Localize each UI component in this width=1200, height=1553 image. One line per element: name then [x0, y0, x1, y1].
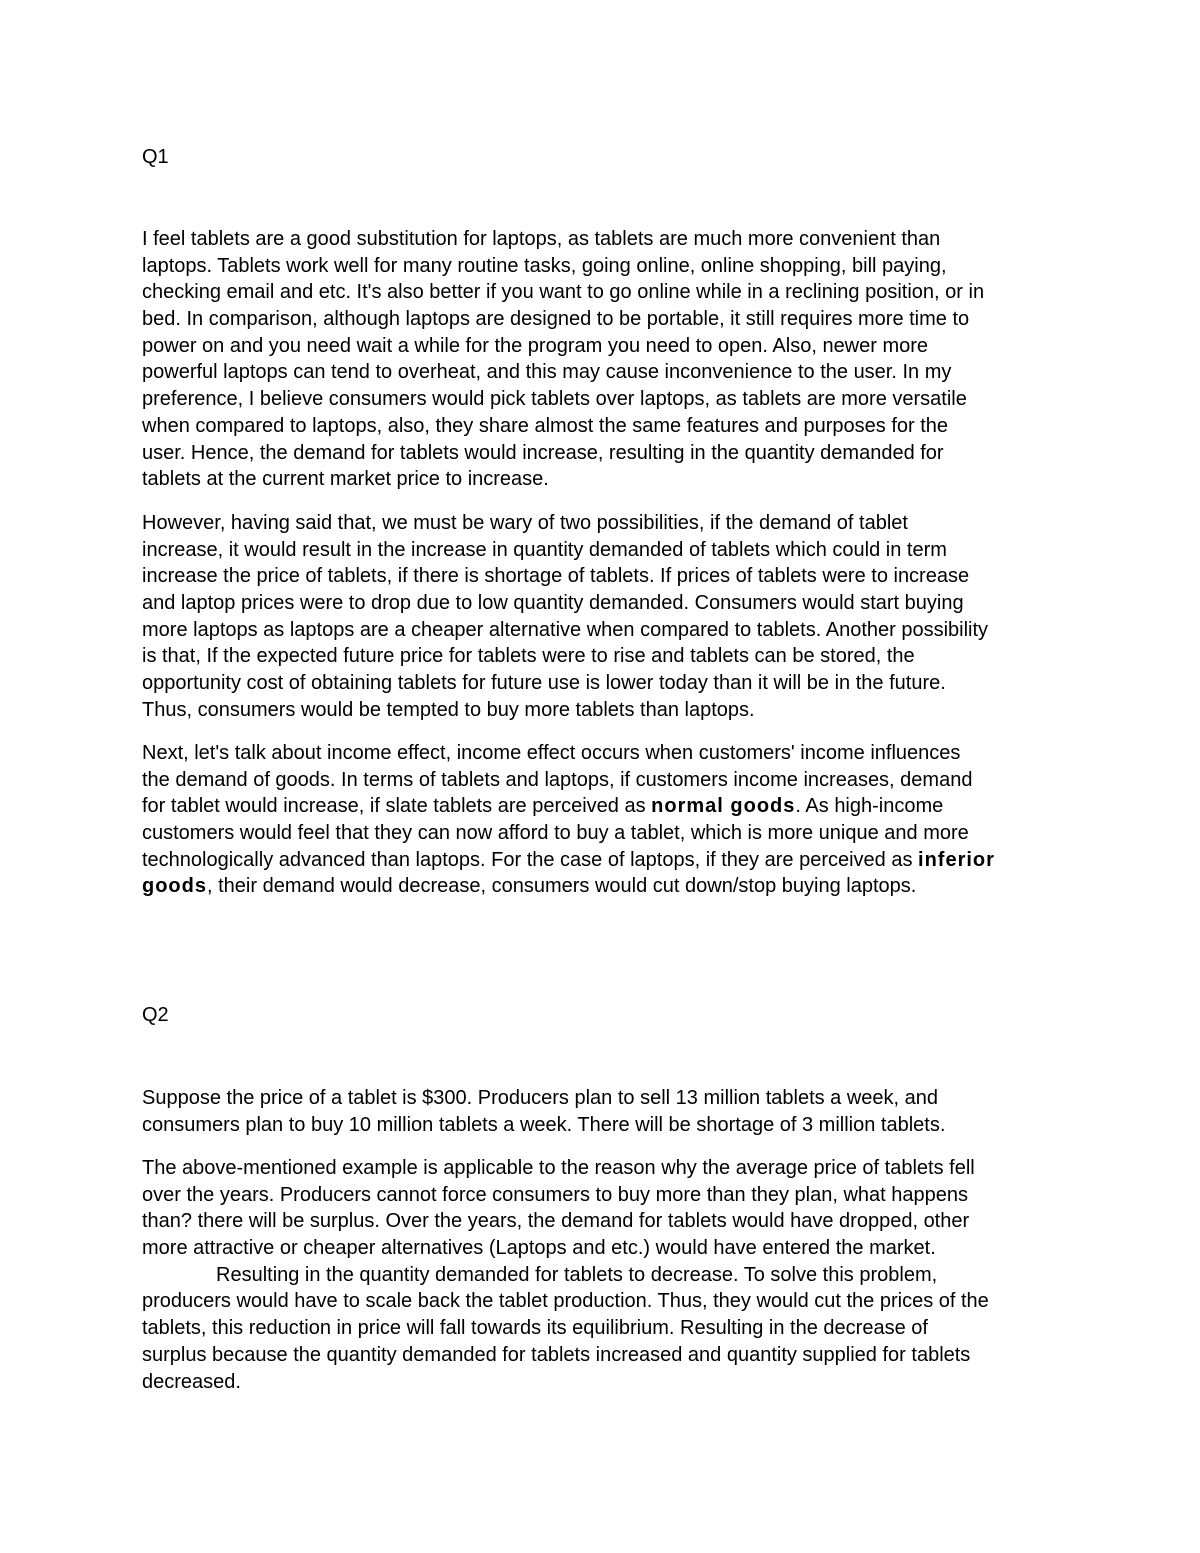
text-line [142, 873, 1060, 900]
text-line: user. Hence, the demand for tablets would increase, resulting in the quantity demanded for [142, 441, 944, 464]
text-line: bed. In comparison, although laptops are designed to be portable, it still requires more time to [142, 308, 970, 331]
q2-paragraph-2 [142, 1155, 1060, 1395]
text-line: checking email and etc. It's also better if you want to go online while in a reclining position, or in [142, 281, 985, 304]
q2-heading: Q2 [142, 1004, 169, 1026]
text-line: Suppose the price of a tablet is $300. Producers plan to sell 13 million tablets a week, and [142, 1087, 939, 1109]
text-line: the demand of goods. In terms of tablets and laptops, if customers income increases, demand [142, 768, 973, 791]
text-line: opportunity cost of obtaining tablets for future use is lower today than it will be in the future. [142, 672, 946, 695]
text-line: increase, it would result in the increase in quantity demanded of tablets which could in term [142, 538, 947, 561]
text-line: and laptop prices were to drop due to low quantity demanded. Consumers would start buying [142, 592, 964, 615]
text-line: Next, let's talk about income effect, income effect occurs when customers' income influences [142, 742, 961, 764]
q1-paragraph-3 [142, 740, 1060, 900]
text-line: powerful laptops can tend to overheat, and this may cause inconvenience to the user. In my [142, 361, 952, 384]
bold-term-inferior: inferior [918, 848, 995, 871]
text-line: I feel tablets are a good substitution for laptops, as tablets are much more convenient than [142, 228, 941, 250]
text-run: technologically advanced than laptops. For the case of laptops, if they are perceived as [142, 848, 919, 871]
text-line: producers would have to scale back the tablet production. Thus, they would cut the prices of the [142, 1290, 989, 1313]
text-line: decreased. [142, 1370, 241, 1393]
text-line: more laptops as laptops are a cheaper alternative when compared to tablets. Another possibility [142, 618, 989, 641]
text-line [142, 847, 1060, 874]
text-line: tablets, this reduction in price will fall towards its equilibrium. Resulting in the decrease of [142, 1317, 928, 1340]
text-run: . As high-income [795, 795, 944, 818]
text-run: , their demand would decrease, consumers would cut down/stop buying laptops. [207, 875, 917, 898]
text-line: over the years. Producers cannot force consumers to buy more than they plan, what happens [142, 1183, 969, 1206]
text-line: increase the price of tablets, if there is shortage of tablets. If prices of tablets were to increase [142, 565, 970, 588]
text-line: preference, I believe consumers would pick tablets over laptops, as tablets are more versatile [142, 388, 967, 411]
text-line: laptops. Tablets work well for many routine tasks, going online, online shopping, bill paying, [142, 254, 947, 277]
q2-paragraph-1 [142, 1085, 1060, 1138]
text-line: consumers plan to buy 10 million tablets a week. There will be shortage of 3 million tablets. [142, 1113, 946, 1136]
text-line: customers would feel that they can now afford to buy a tablet, which is more unique and more [142, 822, 969, 845]
q1-paragraph-1 [142, 226, 1060, 493]
text-line: power on and you need wait a while for the program you need to open. Also, newer more [142, 334, 929, 357]
text-line: However, having said that, we must be wary of two possibilities, if the demand of tablet [142, 512, 908, 534]
text-line: than? there will be surplus. Over the years, the demand for tablets would have dropped, other [142, 1210, 970, 1233]
text-line: surplus because the quantity demanded for tablets increased and quantity supplied for tablets [142, 1343, 971, 1366]
text-line: is that, If the expected future price for tablets were to rise and tablets can be stored, the [142, 645, 915, 668]
text-line: Thus, consumers would be tempted to buy more tablets than laptops. [142, 698, 755, 721]
bold-term-normal-goods: normal goods [651, 795, 796, 818]
bold-term-goods: goods [142, 875, 207, 898]
text-line [142, 793, 1060, 820]
text-line-indented: Resulting in the quantity demanded for tablets to decrease. To solve this problem, [216, 1263, 938, 1286]
text-line: The above-mentioned example is applicable to the reason why the average price of tablets fell [142, 1157, 975, 1179]
text-line: when compared to laptops, also, they share almost the same features and purposes for the [142, 414, 949, 437]
q1-paragraph-2 [142, 510, 1060, 724]
text-line: more attractive or cheaper alternatives (Laptops and etc.) would have entered the market. [142, 1237, 936, 1260]
q1-heading: Q1 [142, 146, 169, 168]
text-run: for tablet would increase, if slate tablets are perceived as [142, 795, 652, 818]
text-line: tablets at the current market price to increase. [142, 468, 549, 491]
